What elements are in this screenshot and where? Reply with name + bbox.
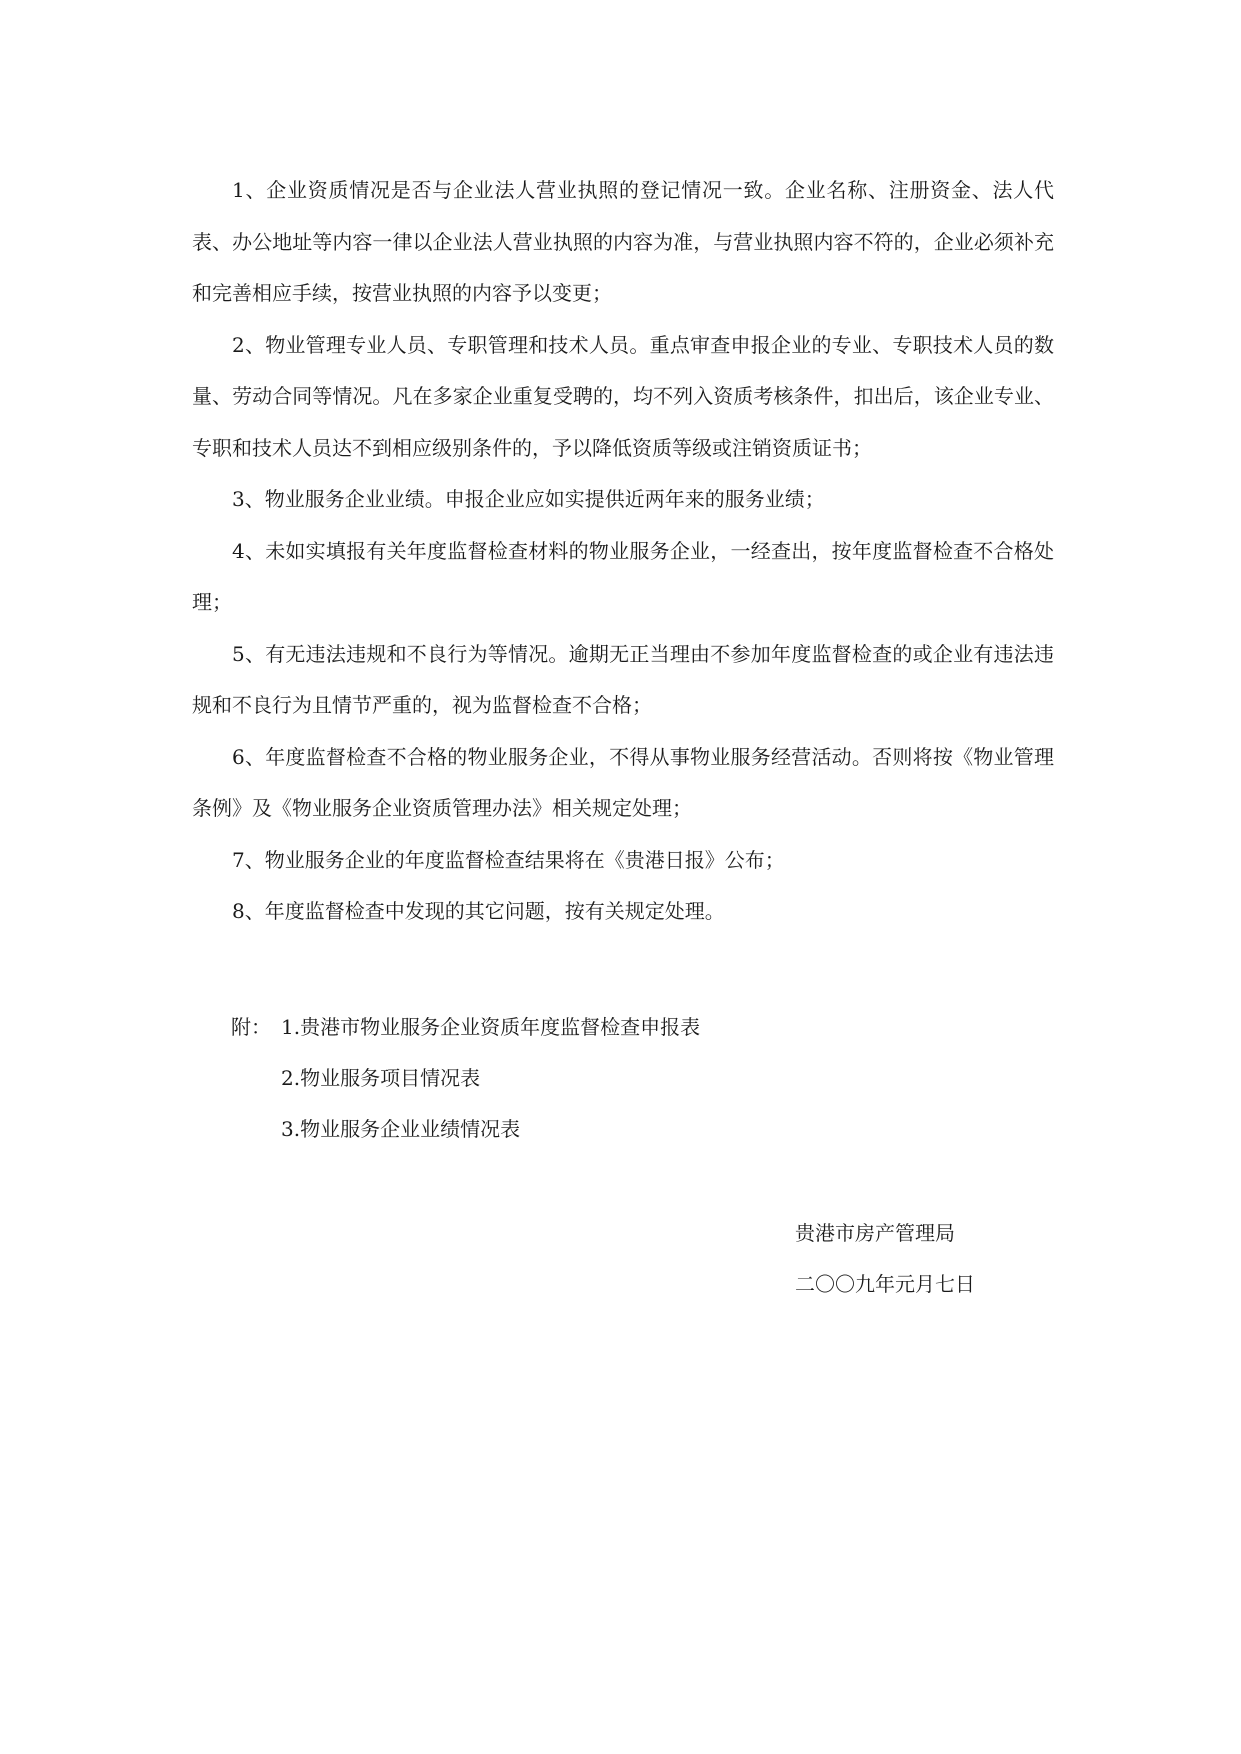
attachment-row	[231, 1053, 700, 1104]
issuing-organization: 贵港市房产管理局	[795, 1221, 955, 1245]
paragraph-1: 1、企业资质情况是否与企业法人营业执照的登记情况一致。企业名称、注册资金、法人代表、办公地址等内容一律以企业法人营业执照的内容为准，与营业执照内容不符的，企业必须补充和完善相应手续，按营业执照的内容予以变更；	[192, 178, 1054, 305]
attachment-row	[231, 1002, 700, 1053]
document-body	[192, 165, 1054, 938]
paragraph-7: 7、物业服务企业的年度监督检查结果将在《贵港日报》公布；	[232, 847, 785, 872]
attachment-item-2: 2.物业服务项目情况表	[281, 1066, 481, 1090]
attachments-list	[231, 1002, 700, 1155]
attachments-label: 附：	[231, 1015, 271, 1039]
paragraph-3: 3、物业服务企业业绩。申报企业应如实提供近两年来的服务业绩；	[232, 487, 825, 511]
attachment-item-3: 3.物业服务企业业绩情况表	[281, 1117, 521, 1141]
paragraph-4: 4、未如实填报有关年度监督检查材料的物业服务企业，一经查出，按年度监督检查不合格处理；	[192, 538, 1054, 614]
signature-block	[795, 1208, 975, 1310]
attachment-row	[231, 1104, 700, 1155]
paragraph-5: 5、有无违法违规和不良行为等情况。逾期无正当理由不参加年度监督检查的或企业有违法违规和不良行为且情节严重的，视为监督检查不合格；	[192, 641, 1054, 717]
paragraph-2: 2、物业管理专业人员、专职管理和技术人员。重点审查申报企业的专业、专职技术人员的数量、劳动合同等情况。凡在多家企业重复受聘的，均不列入资质考核条件，扣出后，该企业专业、专职和技术人员达不到相应级别条件的，予以降低资质等级或注销资质证书；	[192, 332, 1054, 460]
paragraph-6: 6、年度监督检查不合格的物业服务企业，不得从事物业服务经营活动。否则将按《物业管理条例》及《物业服务企业资质管理办法》相关规定处理；	[192, 744, 1054, 820]
paragraph-8: 8、年度监督检查中发现的其它问题，按有关规定处理。	[232, 899, 725, 923]
issue-date: 二〇〇九年元月七日	[795, 1272, 975, 1296]
attachment-item-1: 1.贵港市物业服务企业资质年度监督检查申报表	[281, 1015, 701, 1039]
